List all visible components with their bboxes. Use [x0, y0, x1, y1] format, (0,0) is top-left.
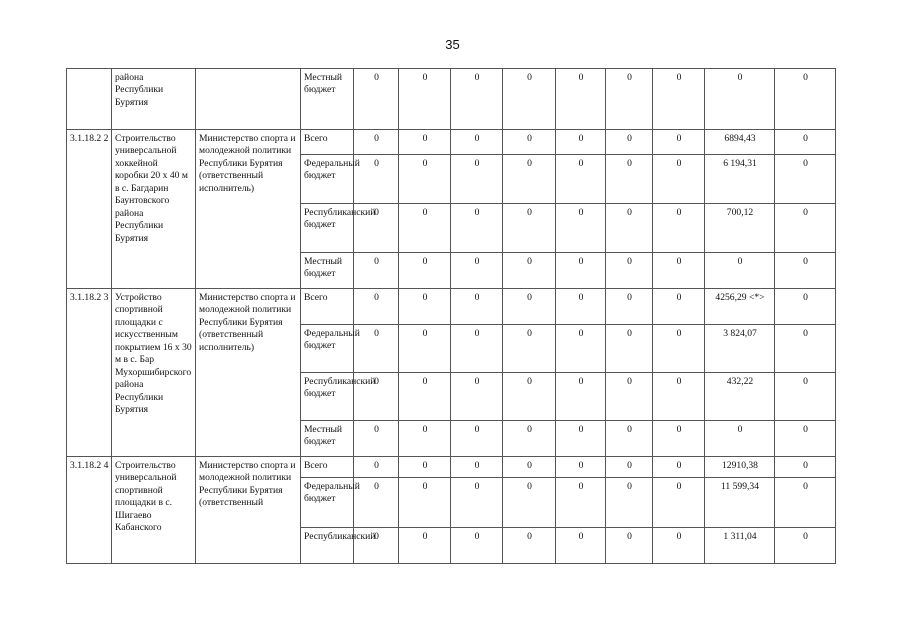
- cell-value: 0: [503, 373, 556, 421]
- cell-value: 0: [451, 478, 503, 528]
- cell-value: 0: [775, 130, 836, 155]
- cell-value: 0: [399, 528, 451, 564]
- cell-value: 0: [503, 155, 556, 204]
- row-executor: Министерство спорта и молодежной политики Республики Бурятия (ответственный: [196, 457, 301, 564]
- cell-value: 3 824,07: [705, 325, 775, 373]
- cell-value: 11 599,34: [705, 478, 775, 528]
- row-name: Строительство универсальной спортивной площадки в с. Шигаево Кабанского: [112, 457, 196, 564]
- row-code: 3.1.18.2 3: [67, 289, 112, 457]
- cell-value: 432,22: [705, 373, 775, 421]
- cell-value: 700,12: [705, 204, 775, 253]
- cell-value: 0: [775, 289, 836, 325]
- row-budget-type: Федеральный бюджет: [301, 478, 354, 528]
- cell-value: 0: [451, 421, 503, 457]
- cell-value: 0: [399, 457, 451, 478]
- cell-value: 0: [354, 478, 399, 528]
- cell-value: 0: [653, 289, 705, 325]
- cell-value: 0: [606, 130, 653, 155]
- cell-value: 0: [503, 421, 556, 457]
- cell-value: 0: [556, 325, 606, 373]
- cell-value: 0: [399, 373, 451, 421]
- cell-value: 0: [775, 69, 836, 130]
- cell-value: 0: [556, 155, 606, 204]
- cell-value: 0: [606, 289, 653, 325]
- cell-value: 0: [556, 373, 606, 421]
- cell-value: 0: [399, 69, 451, 130]
- cell-value: 0: [503, 253, 556, 289]
- cell-value: 0: [556, 253, 606, 289]
- cell-value: 0: [503, 325, 556, 373]
- table-row: [67, 69, 836, 130]
- budget-table: [66, 68, 836, 564]
- cell-value: 0: [399, 325, 451, 373]
- cell-value: 0: [775, 155, 836, 204]
- cell-value: 0: [354, 373, 399, 421]
- table-row: [67, 289, 836, 325]
- row-executor: Министерство спорта и молодежной политики Республики Бурятия (ответственный исполнитель): [196, 130, 301, 289]
- cell-value: 0: [399, 155, 451, 204]
- row-code: [67, 69, 112, 130]
- cell-value: 6 194,31: [705, 155, 775, 204]
- table-row: [67, 457, 836, 478]
- cell-value: 0: [775, 373, 836, 421]
- cell-value: 0: [503, 69, 556, 130]
- cell-value: 0: [775, 421, 836, 457]
- row-name: района Республики Бурятия: [112, 69, 196, 130]
- row-budget-type: Республиканский бюджет: [301, 373, 354, 421]
- cell-value: 0: [451, 289, 503, 325]
- cell-value: 12910,38: [705, 457, 775, 478]
- cell-value: 0: [606, 204, 653, 253]
- cell-value: 4256,29 <*>: [705, 289, 775, 325]
- cell-value: 0: [451, 69, 503, 130]
- cell-value: 0: [451, 528, 503, 564]
- row-budget-type: Республиканский: [301, 528, 354, 564]
- cell-value: 0: [451, 325, 503, 373]
- cell-value: 0: [503, 204, 556, 253]
- cell-value: 0: [399, 289, 451, 325]
- row-budget-type: Федеральный бюджет: [301, 325, 354, 373]
- row-budget-type: Федеральный бюджет: [301, 155, 354, 204]
- cell-value: 0: [503, 478, 556, 528]
- cell-value: 0: [354, 253, 399, 289]
- cell-value: 0: [775, 325, 836, 373]
- cell-value: 0: [653, 69, 705, 130]
- cell-value: 0: [556, 478, 606, 528]
- cell-value: 0: [653, 421, 705, 457]
- cell-value: 0: [556, 289, 606, 325]
- cell-value: 0: [399, 204, 451, 253]
- cell-value: 0: [775, 528, 836, 564]
- cell-value: 0: [503, 457, 556, 478]
- cell-value: 0: [705, 421, 775, 457]
- cell-value: 0: [399, 478, 451, 528]
- cell-value: 0: [606, 421, 653, 457]
- row-budget-type: Местный бюджет: [301, 253, 354, 289]
- table-row: [67, 130, 836, 155]
- cell-value: 0: [451, 373, 503, 421]
- cell-value: 6894,43: [705, 130, 775, 155]
- cell-value: 0: [653, 478, 705, 528]
- cell-value: 0: [399, 253, 451, 289]
- cell-value: 0: [503, 130, 556, 155]
- cell-value: 1 311,04: [705, 528, 775, 564]
- row-budget-type: Республиканский бюджет: [301, 204, 354, 253]
- row-budget-type: Всего: [301, 289, 354, 325]
- cell-value: 0: [399, 421, 451, 457]
- row-executor: Министерство спорта и молодежной политики Республики Бурятия (ответственный исполнитель): [196, 289, 301, 457]
- cell-value: 0: [451, 457, 503, 478]
- cell-value: 0: [451, 155, 503, 204]
- row-name: Строительство универсальной хоккейной коробки 20 х 40 м в с. Багдарин Баунтовского района Республики Бурятия: [112, 130, 196, 289]
- cell-value: 0: [556, 457, 606, 478]
- cell-value: 0: [606, 457, 653, 478]
- cell-value: 0: [556, 528, 606, 564]
- cell-value: 0: [354, 130, 399, 155]
- row-code: 3.1.18.2 2: [67, 130, 112, 289]
- cell-value: 0: [503, 289, 556, 325]
- cell-value: 0: [606, 373, 653, 421]
- cell-value: 0: [606, 155, 653, 204]
- row-code: 3.1.18.2 4: [67, 457, 112, 564]
- cell-value: 0: [354, 457, 399, 478]
- row-name: Устройство спортивной площадки с искусственным покрытием 16 х 30 м в с. Бар Мухоршибирского района Республики Бурятия: [112, 289, 196, 457]
- cell-value: 0: [606, 69, 653, 130]
- cell-value: 0: [354, 289, 399, 325]
- cell-value: 0: [653, 325, 705, 373]
- cell-value: 0: [775, 478, 836, 528]
- cell-value: 0: [606, 528, 653, 564]
- cell-value: 0: [451, 204, 503, 253]
- cell-value: 0: [556, 204, 606, 253]
- cell-value: 0: [653, 528, 705, 564]
- cell-value: 0: [354, 69, 399, 130]
- row-budget-type: Всего: [301, 130, 354, 155]
- cell-value: 0: [354, 421, 399, 457]
- cell-value: 0: [556, 130, 606, 155]
- cell-value: 0: [451, 130, 503, 155]
- cell-value: 0: [653, 253, 705, 289]
- cell-value: 0: [399, 130, 451, 155]
- cell-value: 0: [451, 253, 503, 289]
- cell-value: 0: [775, 457, 836, 478]
- page-number: 35: [445, 37, 460, 52]
- cell-value: 0: [354, 325, 399, 373]
- cell-value: 0: [653, 204, 705, 253]
- cell-value: 0: [705, 69, 775, 130]
- cell-value: 0: [775, 253, 836, 289]
- cell-value: 0: [556, 421, 606, 457]
- row-budget-type: Местный бюджет: [301, 421, 354, 457]
- cell-value: 0: [775, 204, 836, 253]
- cell-value: 0: [503, 528, 556, 564]
- cell-value: 0: [705, 253, 775, 289]
- cell-value: 0: [606, 478, 653, 528]
- cell-value: 0: [354, 204, 399, 253]
- cell-value: 0: [653, 155, 705, 204]
- cell-value: 0: [606, 325, 653, 373]
- row-executor: [196, 69, 301, 130]
- cell-value: 0: [556, 69, 606, 130]
- cell-value: 0: [653, 373, 705, 421]
- cell-value: 0: [354, 155, 399, 204]
- cell-value: 0: [653, 130, 705, 155]
- row-budget-type: Местный бюджет: [301, 69, 354, 130]
- cell-value: 0: [606, 253, 653, 289]
- cell-value: 0: [354, 528, 399, 564]
- row-budget-type: Всего: [301, 457, 354, 478]
- cell-value: 0: [653, 457, 705, 478]
